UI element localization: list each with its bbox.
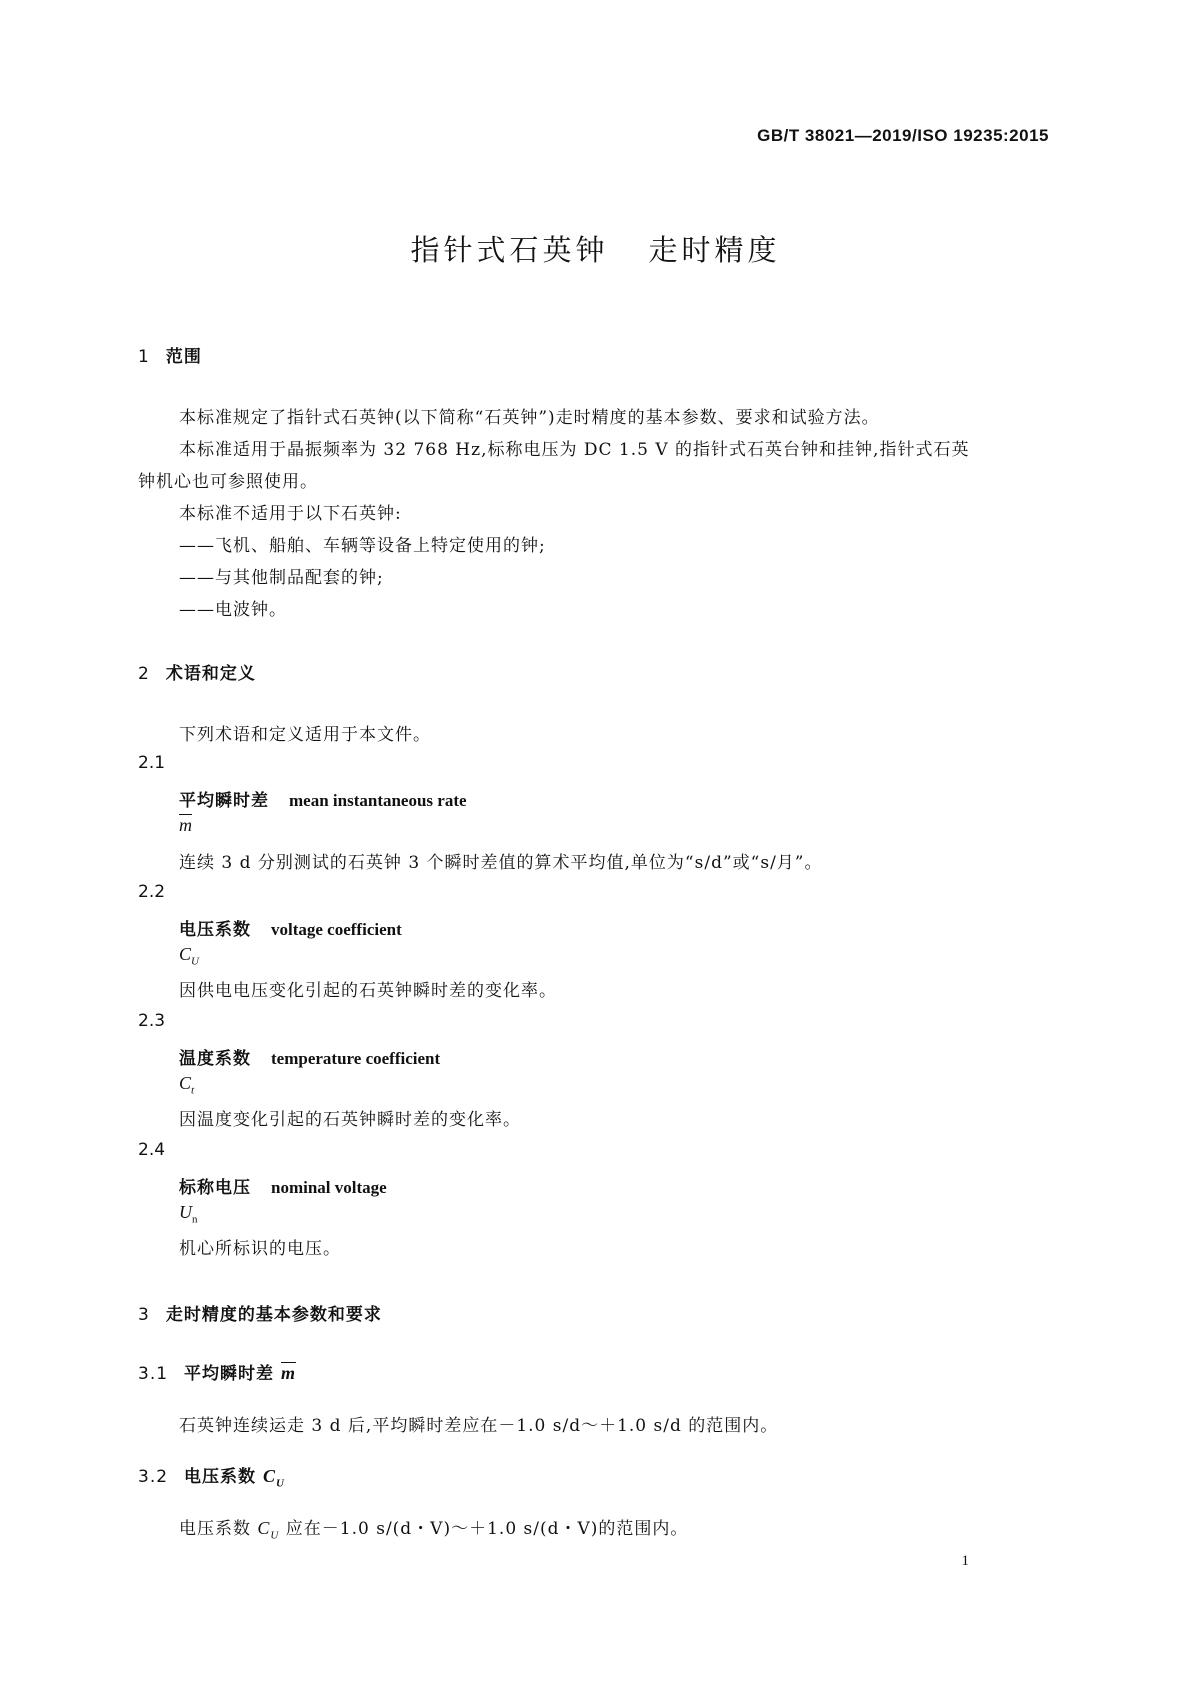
standard-code: GB/T 38021—2019/ISO 19235:2015 (757, 126, 1049, 145)
section-number: 3 (138, 1305, 150, 1325)
term-symbol: $C_t$ (179, 1073, 195, 1097)
section-1-heading (138, 342, 202, 367)
term-zh: 标称电压 (179, 1178, 251, 1198)
paragraph: 电压系数 $C_U$ 应在－1.0 s/(d・V)～＋1.0 s/(d・V)的范围内。 (179, 1518, 689, 1542)
term-number: 2.4 (138, 1140, 166, 1160)
subsection-number: 3.2 (138, 1467, 169, 1487)
term-en: temperature coefficient (271, 1049, 441, 1068)
document-title (0, 228, 1191, 269)
inline-symbol: $C_U$ (257, 1518, 280, 1542)
title-part-2: 走时精度 (648, 233, 781, 267)
list-item: ——飞机、船舶、车辆等设备上特定使用的钟; (179, 536, 546, 556)
title-part-1: 指针式石英钟 (410, 233, 609, 267)
term-symbol: $U_n$ (179, 1202, 198, 1226)
term-heading (179, 1044, 440, 1069)
section-number: 2 (138, 664, 150, 684)
term-symbol: $\overline{m}$ (179, 815, 192, 835)
paragraph: 本标准规定了指针式石英钟(以下简称“石英钟”)走时精度的基本参数、要求和试验方法。 (179, 408, 880, 428)
term-zh: 平均瞬时差 (179, 791, 269, 811)
list-item: ——与其他制品配套的钟; (179, 568, 384, 588)
paragraph: 石英钟连续运走 3 d 后,平均瞬时差应在－1.0 s/d～＋1.0 s/d 的范围内。 (179, 1416, 779, 1436)
term-definition: 连续 3 d 分别测试的石英钟 3 个瞬时差值的算术平均值,单位为“s/d”或“s/月”。 (179, 853, 823, 873)
term-number: 2.1 (138, 753, 166, 773)
subsection-number: 3.1 (138, 1364, 169, 1384)
term-symbol: $C_U$ (179, 944, 199, 968)
term-zh: 电压系数 (179, 920, 251, 940)
section-title: 范围 (165, 347, 202, 367)
section-2-heading (138, 659, 256, 684)
page-number: 1 (961, 1553, 969, 1569)
subsection-3-1-heading (138, 1359, 296, 1384)
term-en: mean instantaneous rate (289, 791, 467, 810)
section-title: 走时精度的基本参数和要求 (165, 1305, 382, 1325)
subsection-title: 电压系数 (184, 1467, 257, 1487)
term-zh: 温度系数 (179, 1049, 251, 1069)
subsection-3-2-heading (138, 1462, 285, 1490)
paragraph: 本标准不适用于以下石英钟: (179, 504, 402, 524)
term-heading (179, 786, 467, 811)
paragraph: 本标准适用于晶振频率为 32 768 Hz,标称电压为 DC 1.5 V 的指针式石英台钟和挂钟,指针式石英 (179, 440, 970, 460)
term-definition: 因供电电压变化引起的石英钟瞬时差的变化率。 (179, 981, 557, 1001)
list-item: ——电波钟。 (179, 600, 287, 620)
term-heading (179, 1173, 387, 1198)
section-3-heading (138, 1300, 382, 1325)
section-title: 术语和定义 (165, 664, 256, 684)
subsection-title: 平均瞬时差 (184, 1364, 275, 1384)
paragraph: 下列术语和定义适用于本文件。 (179, 725, 431, 745)
term-definition: 因温度变化引起的石英钟瞬时差的变化率。 (179, 1110, 521, 1130)
term-definition: 机心所标识的电压。 (179, 1239, 341, 1259)
section-number: 1 (138, 347, 150, 367)
term-number: 2.2 (138, 882, 166, 902)
subsection-symbol: $\overline{m}$ (280, 1363, 296, 1383)
term-en: voltage coefficient (271, 920, 402, 939)
paragraph-continuation: 钟机心也可参照使用。 (138, 472, 318, 492)
subsection-symbol: $C_U$ (262, 1466, 285, 1490)
term-heading (179, 915, 402, 940)
term-number: 2.3 (138, 1011, 166, 1031)
term-en: nominal voltage (271, 1178, 387, 1197)
